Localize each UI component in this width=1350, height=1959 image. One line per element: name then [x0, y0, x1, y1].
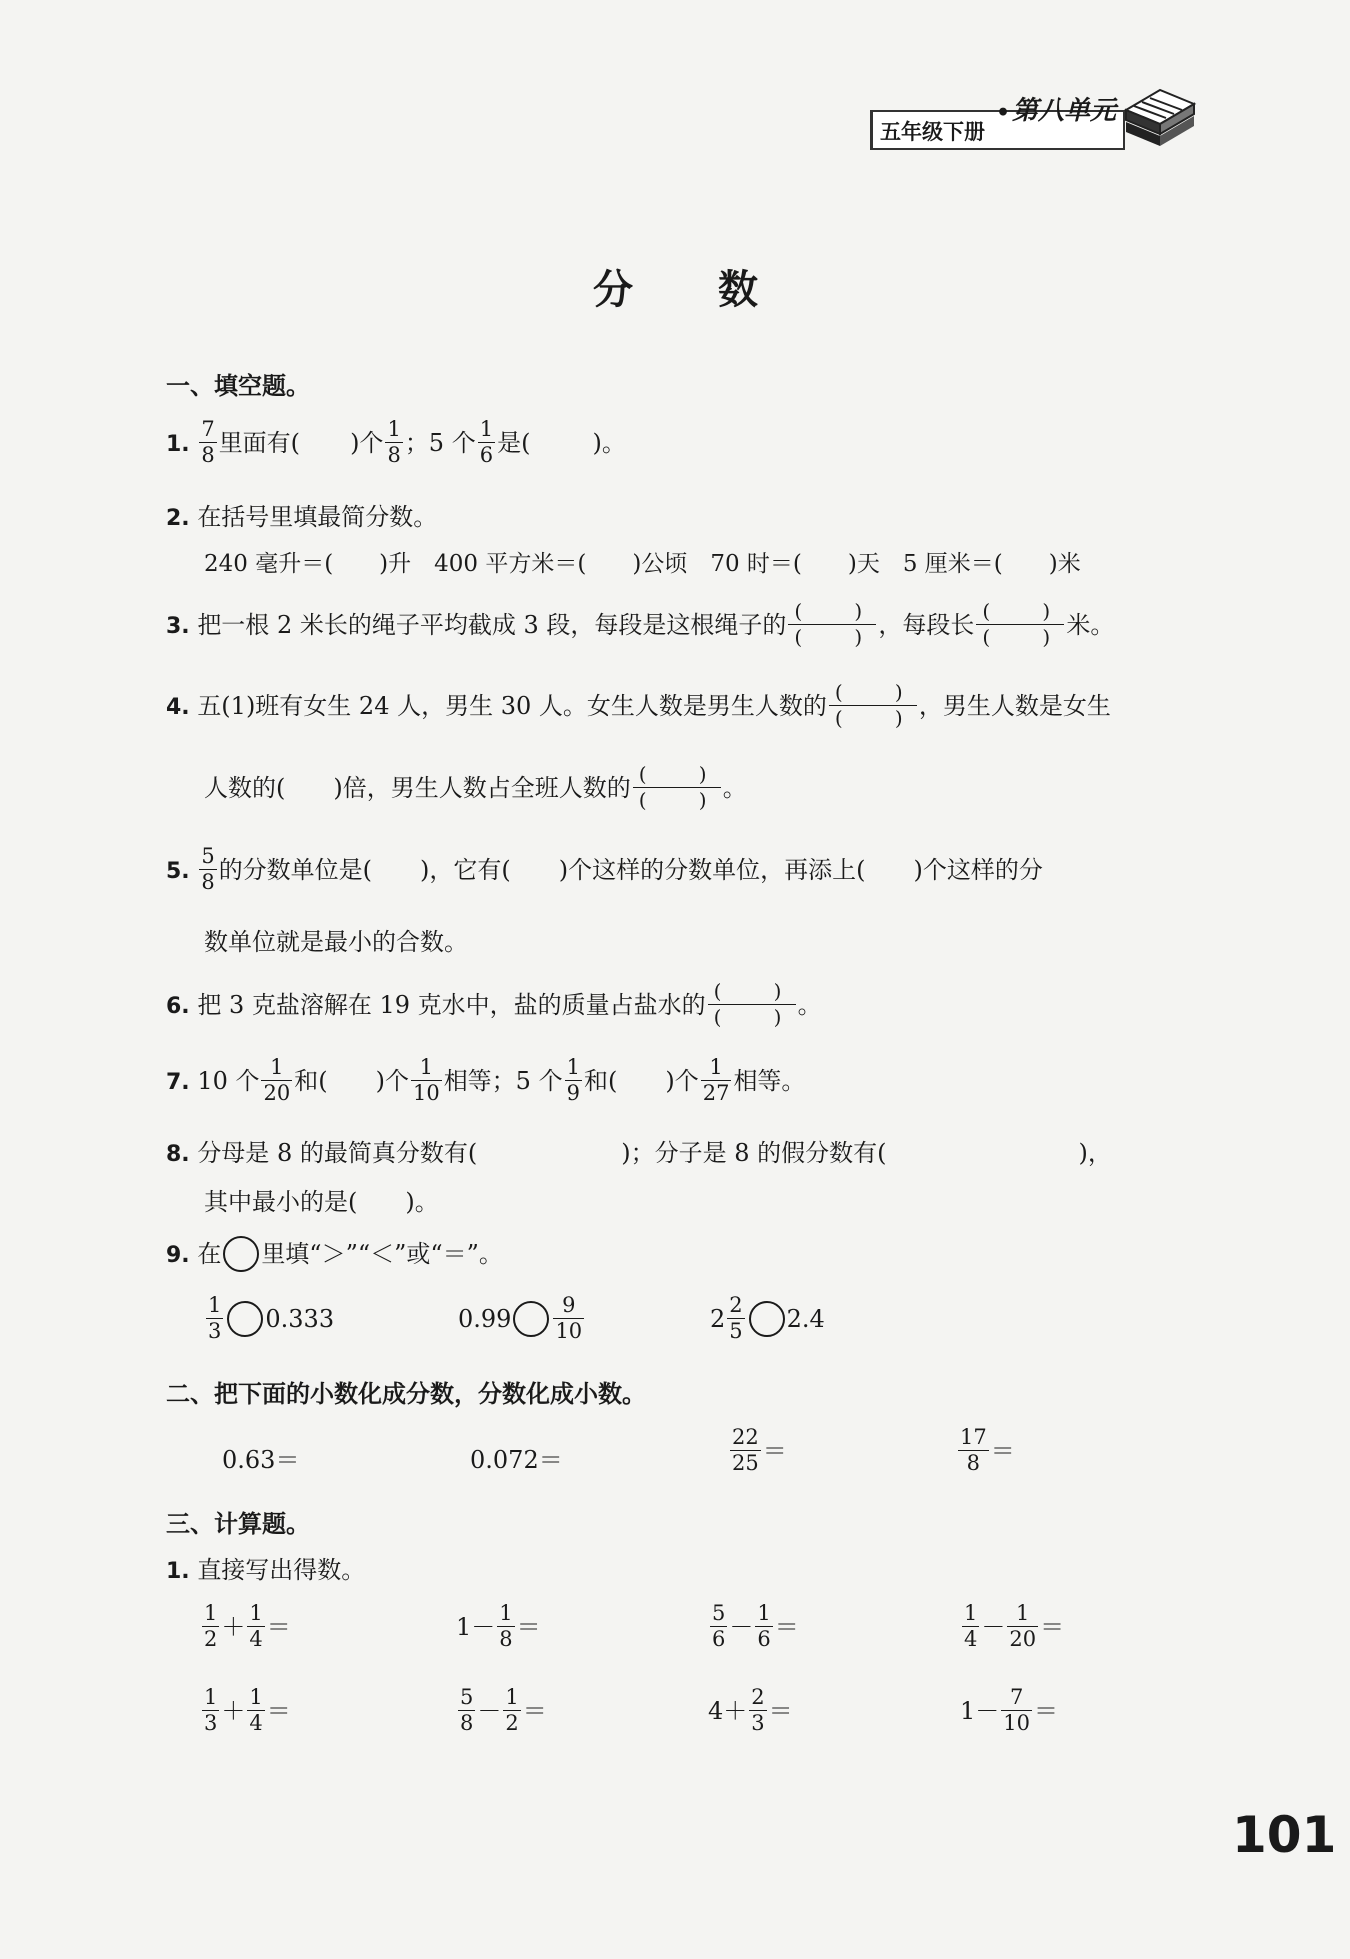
- q9-item-c: [710, 1293, 825, 1345]
- q7-text-3: 相等；5 个: [443, 1067, 563, 1096]
- equals-sign: ＝: [762, 1437, 787, 1466]
- question-number: 2.: [166, 506, 190, 531]
- question-number: 5.: [166, 859, 190, 885]
- question-number: 1.: [166, 432, 190, 458]
- q5-text-2: 数单位就是最小的合数。: [204, 928, 468, 956]
- question-number: 4.: [166, 695, 190, 720]
- fraction: $\frac{1}{6}$: [757, 1601, 771, 1652]
- q9-item-a: [204, 1293, 335, 1345]
- question-4-cont: [204, 762, 747, 814]
- question-9: [166, 1234, 503, 1274]
- equals-sign: ＝: [990, 1437, 1015, 1466]
- blank-fraction[interactable]: ( ) ( ): [708, 980, 796, 1029]
- question-number: 3.: [166, 614, 190, 639]
- fraction: $\frac{1}{4}$: [249, 1601, 263, 1652]
- fraction: $\frac{1}{6}$: [479, 417, 494, 468]
- q7-text-5: 相等。: [733, 1067, 806, 1096]
- fraction: $\frac{1}{8}$: [387, 417, 401, 468]
- q1-text-4: 是(: [497, 429, 531, 458]
- q4-text-3: 人数的( )倍，男生人数占全班人数的: [204, 774, 631, 802]
- q9-text-1: 在: [197, 1240, 222, 1268]
- header-grade: 五年级下册: [880, 120, 985, 144]
- fraction: $\frac{2}{5}$: [729, 1293, 743, 1344]
- question-5: [166, 844, 1043, 896]
- fraction: $\frac{1}{4}$: [249, 1685, 263, 1736]
- calc-item: [708, 1685, 793, 1737]
- equals-sign: ＝: [522, 1697, 547, 1726]
- equals-sign: ＝: [774, 1613, 799, 1642]
- q6-text-1: 把 3 克盐溶解在 19 克水中，盐的质量占盐水的: [197, 991, 706, 1019]
- question-1: [166, 417, 626, 469]
- q3-text-2: ，每段长: [878, 611, 975, 639]
- fraction: $\frac{1}{3}$: [208, 1293, 222, 1344]
- question-2: [166, 497, 437, 532]
- q1-text-1: 里面有(: [218, 429, 301, 458]
- calc-item: [200, 1601, 291, 1653]
- q4-text-1: 五(1)班有女生 24 人，男生 30 人。女生人数是男生人数的: [197, 692, 827, 720]
- calc-item: [960, 1685, 1059, 1737]
- q1-text-3: ；5 个: [404, 429, 476, 458]
- sub1-text: 直接写出得数。: [197, 1556, 366, 1584]
- question-number: 9.: [166, 1243, 190, 1268]
- question-8: [166, 1133, 1112, 1168]
- operator: －: [729, 1613, 754, 1642]
- equals-sign: ＝: [516, 1613, 541, 1642]
- fraction: $\frac{5}{6}$: [712, 1601, 726, 1652]
- operand: 4＋: [708, 1697, 748, 1726]
- q9-item-b: [458, 1293, 586, 1345]
- q9-a-rhs: 0.333: [265, 1305, 335, 1334]
- operand: 1－: [960, 1697, 1000, 1726]
- equals-sign: ＝: [266, 1613, 291, 1642]
- question-number: 1.: [166, 1559, 190, 1584]
- calc-item: [960, 1601, 1065, 1653]
- equals-sign: ＝: [1040, 1613, 1065, 1642]
- conversion-d: [956, 1425, 1015, 1477]
- section1-heading: 一、填空题。: [166, 372, 310, 400]
- q2-text: 在括号里填最简分数。: [197, 503, 438, 531]
- q7-text-1: 10 个: [197, 1067, 260, 1096]
- question-3: [166, 599, 1115, 651]
- fraction: $\frac{1}{2}$: [204, 1601, 218, 1652]
- compare-circle[interactable]: [227, 1301, 263, 1337]
- q7-text-4: 和( )个: [583, 1067, 699, 1096]
- fraction: $\frac{9}{10}$: [555, 1293, 583, 1344]
- fraction: $\frac{22}{25}$: [732, 1425, 759, 1476]
- q3-text-1: 把一根 2 米长的绳子平均截成 3 段，每段是这根绳子的: [197, 611, 787, 639]
- conversion-b: 0.072＝: [470, 1446, 563, 1474]
- equals-sign: ＝: [768, 1697, 793, 1726]
- fraction: $\frac{17}{8}$: [960, 1425, 987, 1476]
- q5-text-1: 的分数单位是( )，它有( )个这样的分数单位，再添上( )个这样的分: [218, 856, 1043, 885]
- blank-fraction[interactable]: ( ) ( ): [976, 600, 1064, 649]
- question-4: [166, 680, 1111, 732]
- section3-heading: 三、计算题。: [166, 1510, 310, 1538]
- q9-text-2: 里填“＞”“＜”或“＝”。: [261, 1240, 503, 1268]
- q8-text-1: 分母是 8 的最简真分数有( )；分子是 8 的假分数有( )，: [197, 1139, 1112, 1167]
- q9-c-rhs: 2.4: [786, 1305, 825, 1334]
- q1-text-5: )。: [592, 429, 626, 458]
- fraction: $\frac{1}{20}$: [263, 1055, 291, 1106]
- operator: ＋: [221, 1697, 246, 1726]
- q4-text-4: 。: [722, 774, 747, 802]
- question-6: [166, 979, 822, 1031]
- question-number: 8.: [166, 1142, 190, 1167]
- q6-text-2: 。: [797, 991, 822, 1019]
- q1-text-2: )个: [350, 429, 384, 458]
- fraction: $\frac{1}{2}$: [505, 1685, 519, 1736]
- calc-item: [708, 1601, 799, 1653]
- section3-sub1: [166, 1550, 365, 1585]
- q2-units-line: 240 毫升＝( )升 400 平方米＝( )公顷 70 时＝( )天 5 厘米＝( )米: [204, 551, 1081, 577]
- calc-item: [200, 1685, 291, 1737]
- calc-item: [456, 1685, 547, 1737]
- q3-text-3: 米。: [1066, 611, 1115, 639]
- fraction: $\frac{1}{20}$: [1009, 1601, 1037, 1652]
- equals-sign: ＝: [1034, 1697, 1059, 1726]
- blank-fraction[interactable]: ( ) ( ): [788, 600, 876, 649]
- page-title: [593, 258, 758, 315]
- calc-item: [456, 1601, 541, 1653]
- fraction: $\frac{5}{8}$: [460, 1685, 474, 1736]
- fraction: $\frac{1}{9}$: [566, 1055, 580, 1106]
- fraction: $\frac{2}{3}$: [751, 1685, 765, 1736]
- fraction: $\frac{7}{10}$: [1003, 1685, 1031, 1736]
- section2-heading: 二、把下面的小数化成分数，分数化成小数。: [166, 1380, 646, 1408]
- question-7: [166, 1055, 806, 1107]
- operator: －: [981, 1613, 1006, 1642]
- q9-c-whole: 2: [710, 1305, 726, 1334]
- fraction: $\frac{1}{3}$: [204, 1685, 218, 1736]
- fraction: $\frac{1}{27}$: [702, 1055, 730, 1106]
- fraction: $\frac{1}{8}$: [499, 1601, 513, 1652]
- question-number: 6.: [166, 994, 190, 1019]
- compare-circle[interactable]: [749, 1301, 785, 1337]
- title-char-2: 数: [718, 266, 758, 313]
- fraction: $\frac{1}{10}$: [412, 1055, 440, 1106]
- compare-circle[interactable]: [513, 1301, 549, 1337]
- fraction: $\frac{5}{8}$: [201, 844, 215, 895]
- fraction: $\frac{1}{4}$: [964, 1601, 978, 1652]
- operator: ＋: [221, 1613, 246, 1642]
- page-number: 101: [1232, 1806, 1337, 1864]
- header-unit: 第八单元: [1012, 96, 1117, 126]
- books-stack-icon: [1120, 76, 1200, 156]
- operator: －: [477, 1697, 502, 1726]
- fraction: $\frac{7}{8}$: [201, 417, 215, 468]
- blank-fraction[interactable]: ( ) ( ): [829, 681, 917, 730]
- operand: 1－: [456, 1613, 496, 1642]
- header-dot: •: [996, 100, 1011, 126]
- question-number: 7.: [166, 1070, 190, 1096]
- blank-fraction[interactable]: ( ) ( ): [633, 763, 721, 812]
- q7-text-2: 和( )个: [294, 1067, 409, 1096]
- title-char-1: 分: [593, 266, 633, 313]
- circle-icon: [223, 1236, 259, 1272]
- conversion-a: 0.63＝: [222, 1446, 300, 1474]
- equals-sign: ＝: [266, 1697, 291, 1726]
- conversion-c: [728, 1425, 787, 1477]
- q4-text-2: ，男生人数是女生: [918, 692, 1111, 720]
- q8-text-2: 其中最小的是( )。: [204, 1188, 439, 1216]
- q9-b-lhs: 0.99: [458, 1305, 512, 1334]
